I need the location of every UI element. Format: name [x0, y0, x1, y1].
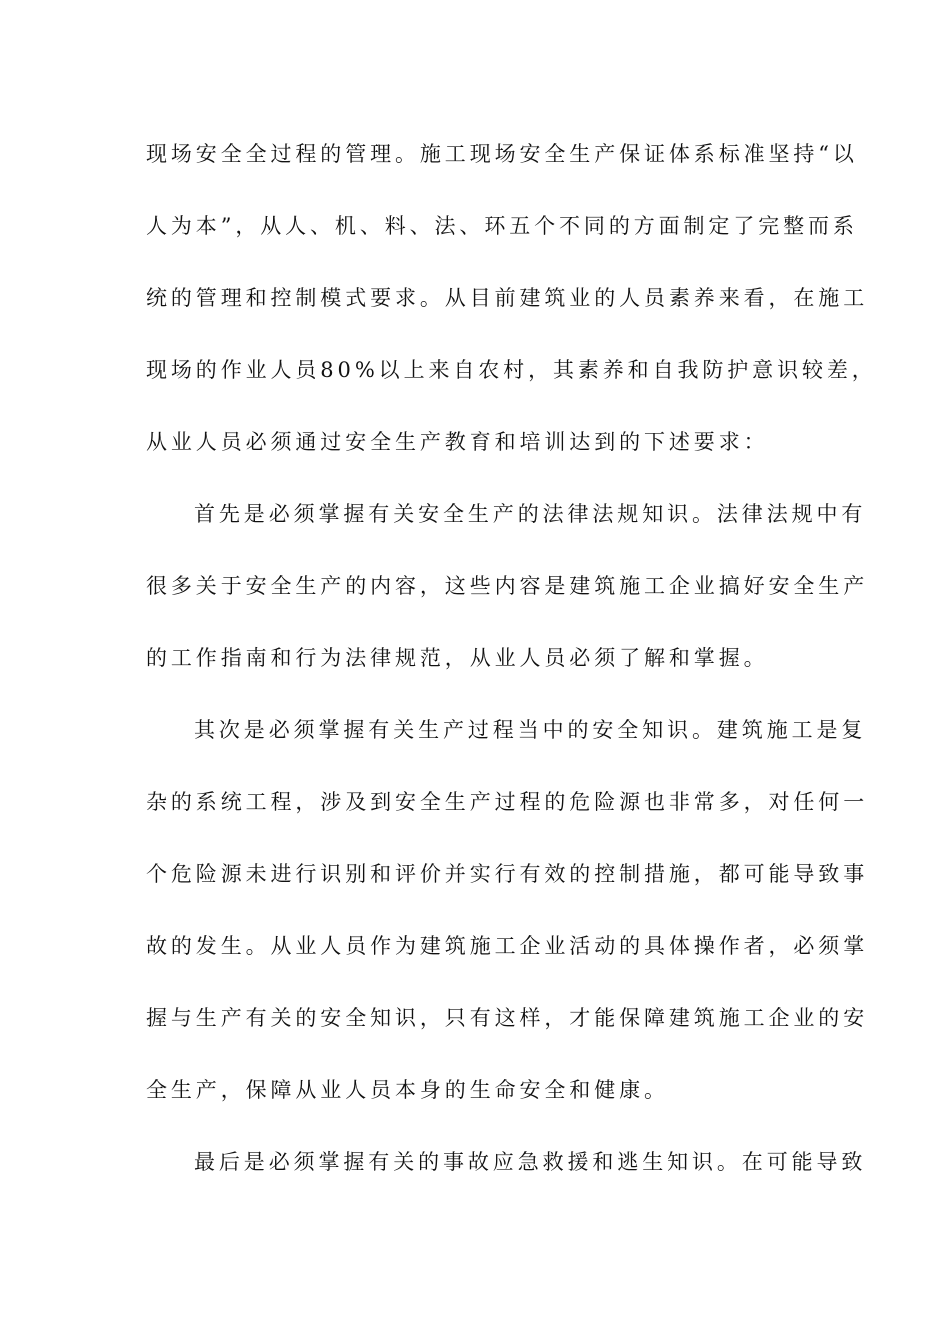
paragraph-line: 的工作指南和行为法律规范，从业人员必须了解和掌握。	[146, 646, 769, 670]
paragraph-line: 首先是必须掌握有关安全生产的法律法规知识。法律法规中有	[194, 502, 867, 526]
paragraph-line: 个危险源未进行识别和评价并实行有效的控制措施，都可能导致事	[146, 862, 869, 886]
paragraph-line: 全生产，保障从业人员本身的生命安全和健康。	[146, 1078, 669, 1102]
paragraph-line: 从业人员必须通过安全生产教育和培训达到的下述要求：	[146, 430, 769, 454]
paragraph-line: 很多关于安全生产的内容，这些内容是建筑施工企业搞好安全生产	[146, 574, 869, 598]
paragraph-line: 其次是必须掌握有关生产过程当中的安全知识。建筑施工是复	[194, 718, 867, 742]
paragraph-line: 故的发生。从业人员作为建筑施工企业活动的具体操作者，必须掌	[146, 934, 869, 958]
paragraph-line: 人为本”，从人、机、料、法、环五个不同的方面制定了完整而系	[146, 214, 858, 238]
paragraph-line: 握与生产有关的安全知识，只有这样，才能保障建筑施工企业的安	[146, 1006, 869, 1030]
paragraph-line: 最后是必须掌握有关的事故应急救援和逃生知识。在可能导致	[194, 1150, 867, 1174]
paragraph-line: 现场安全全过程的管理。施工现场安全生产保证体系标准坚持“以	[146, 142, 858, 166]
paragraph-line: 统的管理和控制模式要求。从目前建筑业的人员素养来看，在施工	[146, 286, 869, 310]
paragraph-line: 现场的作业人员80%以上来自农村，其素养和自我防护意识较差，	[146, 358, 877, 382]
paragraph-line: 杂的系统工程，涉及到安全生产过程的危险源也非常多，对任何一	[146, 790, 869, 814]
